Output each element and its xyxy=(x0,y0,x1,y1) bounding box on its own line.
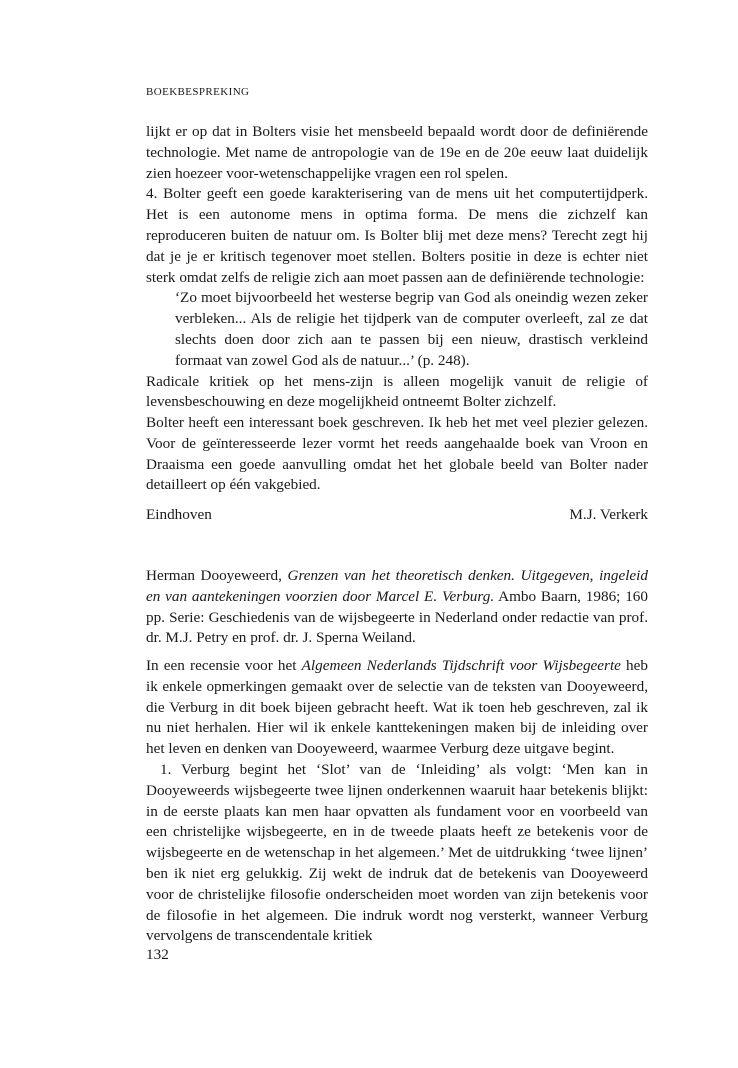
review2-body xyxy=(146,656,648,947)
block-quote: ‘Zo moet bijvoorbeeld het westerse begrip van God als oneindig wezen zeker verbleken... Als de religie het tijdperk van de computer overleeft, zal ze dat slechts doen door zich aan te passen bij een nieuw, drastisch verkleind formaat van zowel God als de natuur...’ (p. 248). xyxy=(175,289,648,369)
citation-author: Herman Dooyeweerd, xyxy=(146,567,288,584)
citation-title: Grenzen van het theoretisch denken. Uitgegeven, ingeleid en van aantekeningen voorzien door Marcel E. Verburg. xyxy=(146,567,648,605)
paragraph: 1. Verburg begint het ‘Slot’ van de ‘Inleiding’ als volgt: ‘Men kan in Dooyeweerds wijsbegeerte twee lijnen onderkennen waaruit haar betekenis blijkt: in de eerste plaats kan men haar opvatten als fundament voor en voorbeeld van een christelijke wijsbegeerte, en in de tweede plaats heeft ze betekenis voor de wijsbegeerte en de wetenschap in het algemeen.’ Met de uitdrukking ‘twee lijnen’ ben ik niet erg gelukkig. Zij wekt de indruk dat de betekenis van Dooyeweerd voor de christelijke filosofie onderscheiden moet worden van zijn betekenis voor de filosofie in het algemeen. Die indruk wordt nog versterkt, wanneer Verburg vervolgens de transcendentale kritiek xyxy=(146,760,648,945)
paragraph: Radicale kritiek op het mens-zijn is alleen mogelijk vanuit de religie of levensbeschouwing en deze mogelijkheid ontneemt Bolter zichzelf. xyxy=(146,372,648,411)
signature-line xyxy=(146,506,648,524)
citation xyxy=(146,566,648,649)
running-head: BOEKBESPREKING xyxy=(146,86,250,98)
paragraph: 4. Bolter geeft een goede karakterisering van de mens uit het computertijdperk. Het is een autonome mens in optima forma. De mens die zichzelf kan reproduceren buiten de natuur om. Is Bolter blij met deze mens? Terecht zegt hij dat je je er kritisch tegenover moet stellen. Bolters positie in deze is echter niet sterk omdat zelfs de religie zich aan moet passen aan de definiërende technologie: xyxy=(146,185,648,286)
text-span: heb ik enkele opmerkingen gemaakt over de selectie van de teksten van Dooyeweerd, die Verburg in dit boek bijeen gebracht heeft. Wat ik toen heb geschreven, zal ik nu niet herhalen. Hier wil ik enkele kanttekeningen maken bij de inleiding over het leven en denken van Dooyeweerd, waarmee Verburg deze uitgave begint. xyxy=(146,657,648,758)
signature-place: Eindhoven xyxy=(146,506,212,523)
review2-citation xyxy=(146,566,648,649)
paragraph: Bolter heeft een interessant boek geschreven. Ik heb het met veel plezier gelezen. Voor de geïnteresseerde lezer vormt het reeds aangehaalde boek van Vroon en Draaisma een goede aanvulling omdat het het globale beeld van Bolter nader detailleert op één vakgebied. xyxy=(146,414,648,494)
text-span: In een recensie voor het xyxy=(146,657,302,674)
page-number: 132 xyxy=(146,946,169,963)
paragraph xyxy=(146,656,648,760)
review1-conclusion xyxy=(146,413,648,496)
signature-author: M.J. Verkerk xyxy=(569,506,648,523)
review1-continuation xyxy=(146,122,648,413)
journal-title: Algemeen Nederlands Tijdschrift voor Wijsbegeerte xyxy=(301,657,621,674)
citation-details: Ambo Baarn, 1986; 160 pp. Serie: Geschiedenis van de wijsbegeerte in Nederland onder redactie van prof. dr. M.J. Petry en prof. dr. J. Sperna Weiland. xyxy=(146,587,648,647)
paragraph: lijkt er op dat in Bolters visie het mensbeeld bepaald wordt door de definiërende technologie. Met name de antropologie van de 19e en de 20e eeuw laat duidelijk zien hoezeer voor-wetenschappelijke vragen een rol spelen. xyxy=(146,123,648,182)
